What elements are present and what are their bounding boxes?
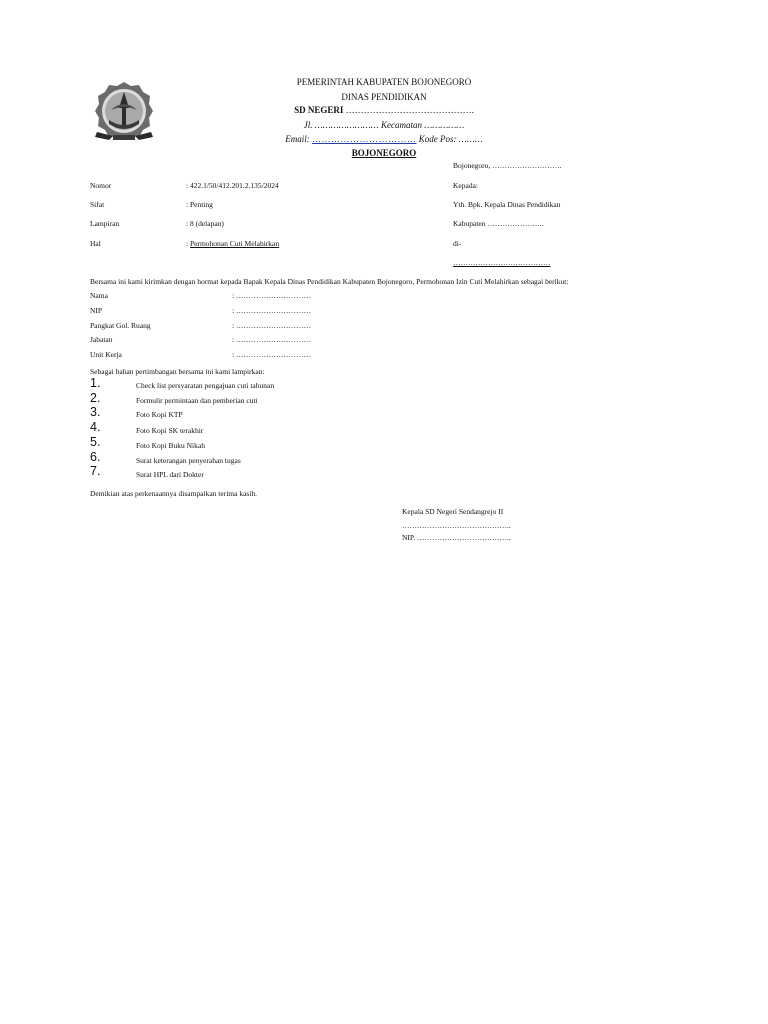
nomor-label: Nomor: [90, 181, 112, 190]
hal-value-wrap: [186, 239, 279, 248]
signature-title: Kepala SD Negeri Sendangrejo II: [402, 507, 504, 516]
letterhead-address: Jl. …………………… Kecamatan ……………: [303, 120, 465, 130]
nomor-value: : 422.1/50/412.201.2.135/2024: [186, 181, 279, 190]
list-item: Formulir permintaan dan pemberian cuti: [136, 396, 258, 405]
attachments-intro: Sebagai bahan pertimbangan bersama ini kami lampirkan:: [90, 367, 265, 376]
list-item: Foto Kopi Buku Nikah: [136, 441, 205, 450]
intro-paragraph: Bersama ini kami kirimkan dengan hormat kepada Bapak Kepala Dinas Pendidikan Kabupaten Bojonegoro, Permohonan Izin Cuti Melahirkan sebagai berikut:: [90, 277, 569, 286]
closing-sentence: Demikian atas perkenaannya disampaikan terima kasih.: [90, 489, 258, 498]
recipient-di: di-: [453, 239, 462, 248]
list-number: 6.: [90, 450, 101, 464]
field-value: : …………………………: [232, 321, 311, 330]
letterhead-city: BOJONEGORO: [351, 148, 417, 158]
list-item: Surat HPL dari Dokter: [136, 470, 204, 479]
list-number: 2.: [90, 391, 101, 405]
hal-label: Hal: [90, 239, 101, 248]
field-value: : …………………………: [232, 291, 311, 300]
letter-date: Bojonegoro, ……………………….: [453, 161, 562, 170]
list-number: 4.: [90, 420, 101, 434]
list-item: Foto Kopi SK terakhir: [136, 426, 204, 435]
field-value: : …………………………: [232, 306, 311, 315]
sifat-label: Sifat: [90, 200, 105, 209]
letterhead-contact: [0, 134, 768, 144]
list-item: Surat keterangan penyerahan tugas: [136, 456, 241, 465]
field-label: NIP: [90, 306, 103, 315]
hal-value: Permohonan Cuti Melahirkan: [189, 239, 280, 248]
email-label: Email:: [285, 134, 310, 144]
list-item: Check list persyaratan pengajuan cuti tahunan: [136, 381, 275, 390]
field-label: Pangkat Gol. Ruang: [90, 321, 151, 330]
recipient-yth: Yth. Bpk. Kepala Dinas Pendidikan: [453, 200, 561, 209]
signature-nip: NIP. ………………………………..: [402, 533, 511, 542]
signature-name: ……………………………………..: [402, 521, 511, 530]
school-name-dots: …………………………………….: [345, 105, 474, 115]
list-number: 1.: [90, 376, 101, 390]
field-label: Unit Kerja: [90, 350, 122, 359]
list-number: 7.: [90, 464, 101, 478]
list-item: Foto Kopi KTP: [136, 410, 183, 419]
lampiran-label: Lampiran: [90, 219, 120, 228]
recipient-kabupaten: Kabupaten …………………..: [453, 219, 544, 228]
recipient-kepada: Kepada:: [453, 181, 478, 190]
list-number: 3.: [90, 405, 101, 419]
list-number: 5.: [90, 435, 101, 449]
letterhead-department: DINAS PENDIDIKAN: [341, 92, 427, 102]
field-label: Nama: [90, 291, 108, 300]
field-value: : …………………………: [232, 335, 311, 344]
field-label: Jabatan: [90, 335, 113, 344]
letterhead-government: PEMERINTAH KABUPATEN BOJONEGORO: [296, 77, 472, 87]
field-value: : …………………………: [232, 350, 311, 359]
hal-colon: :: [186, 239, 190, 248]
email-link[interactable]: ……………………………: [311, 134, 417, 144]
lampiran-value: : 8 (delapan): [186, 219, 224, 228]
recipient-place: …………………………………: [453, 258, 551, 267]
postal-code: Kode Pos: ………: [418, 134, 483, 144]
sifat-value: : Penting: [186, 200, 213, 209]
school-label: SD NEGERI: [294, 105, 344, 115]
letterhead-school: [0, 105, 768, 115]
